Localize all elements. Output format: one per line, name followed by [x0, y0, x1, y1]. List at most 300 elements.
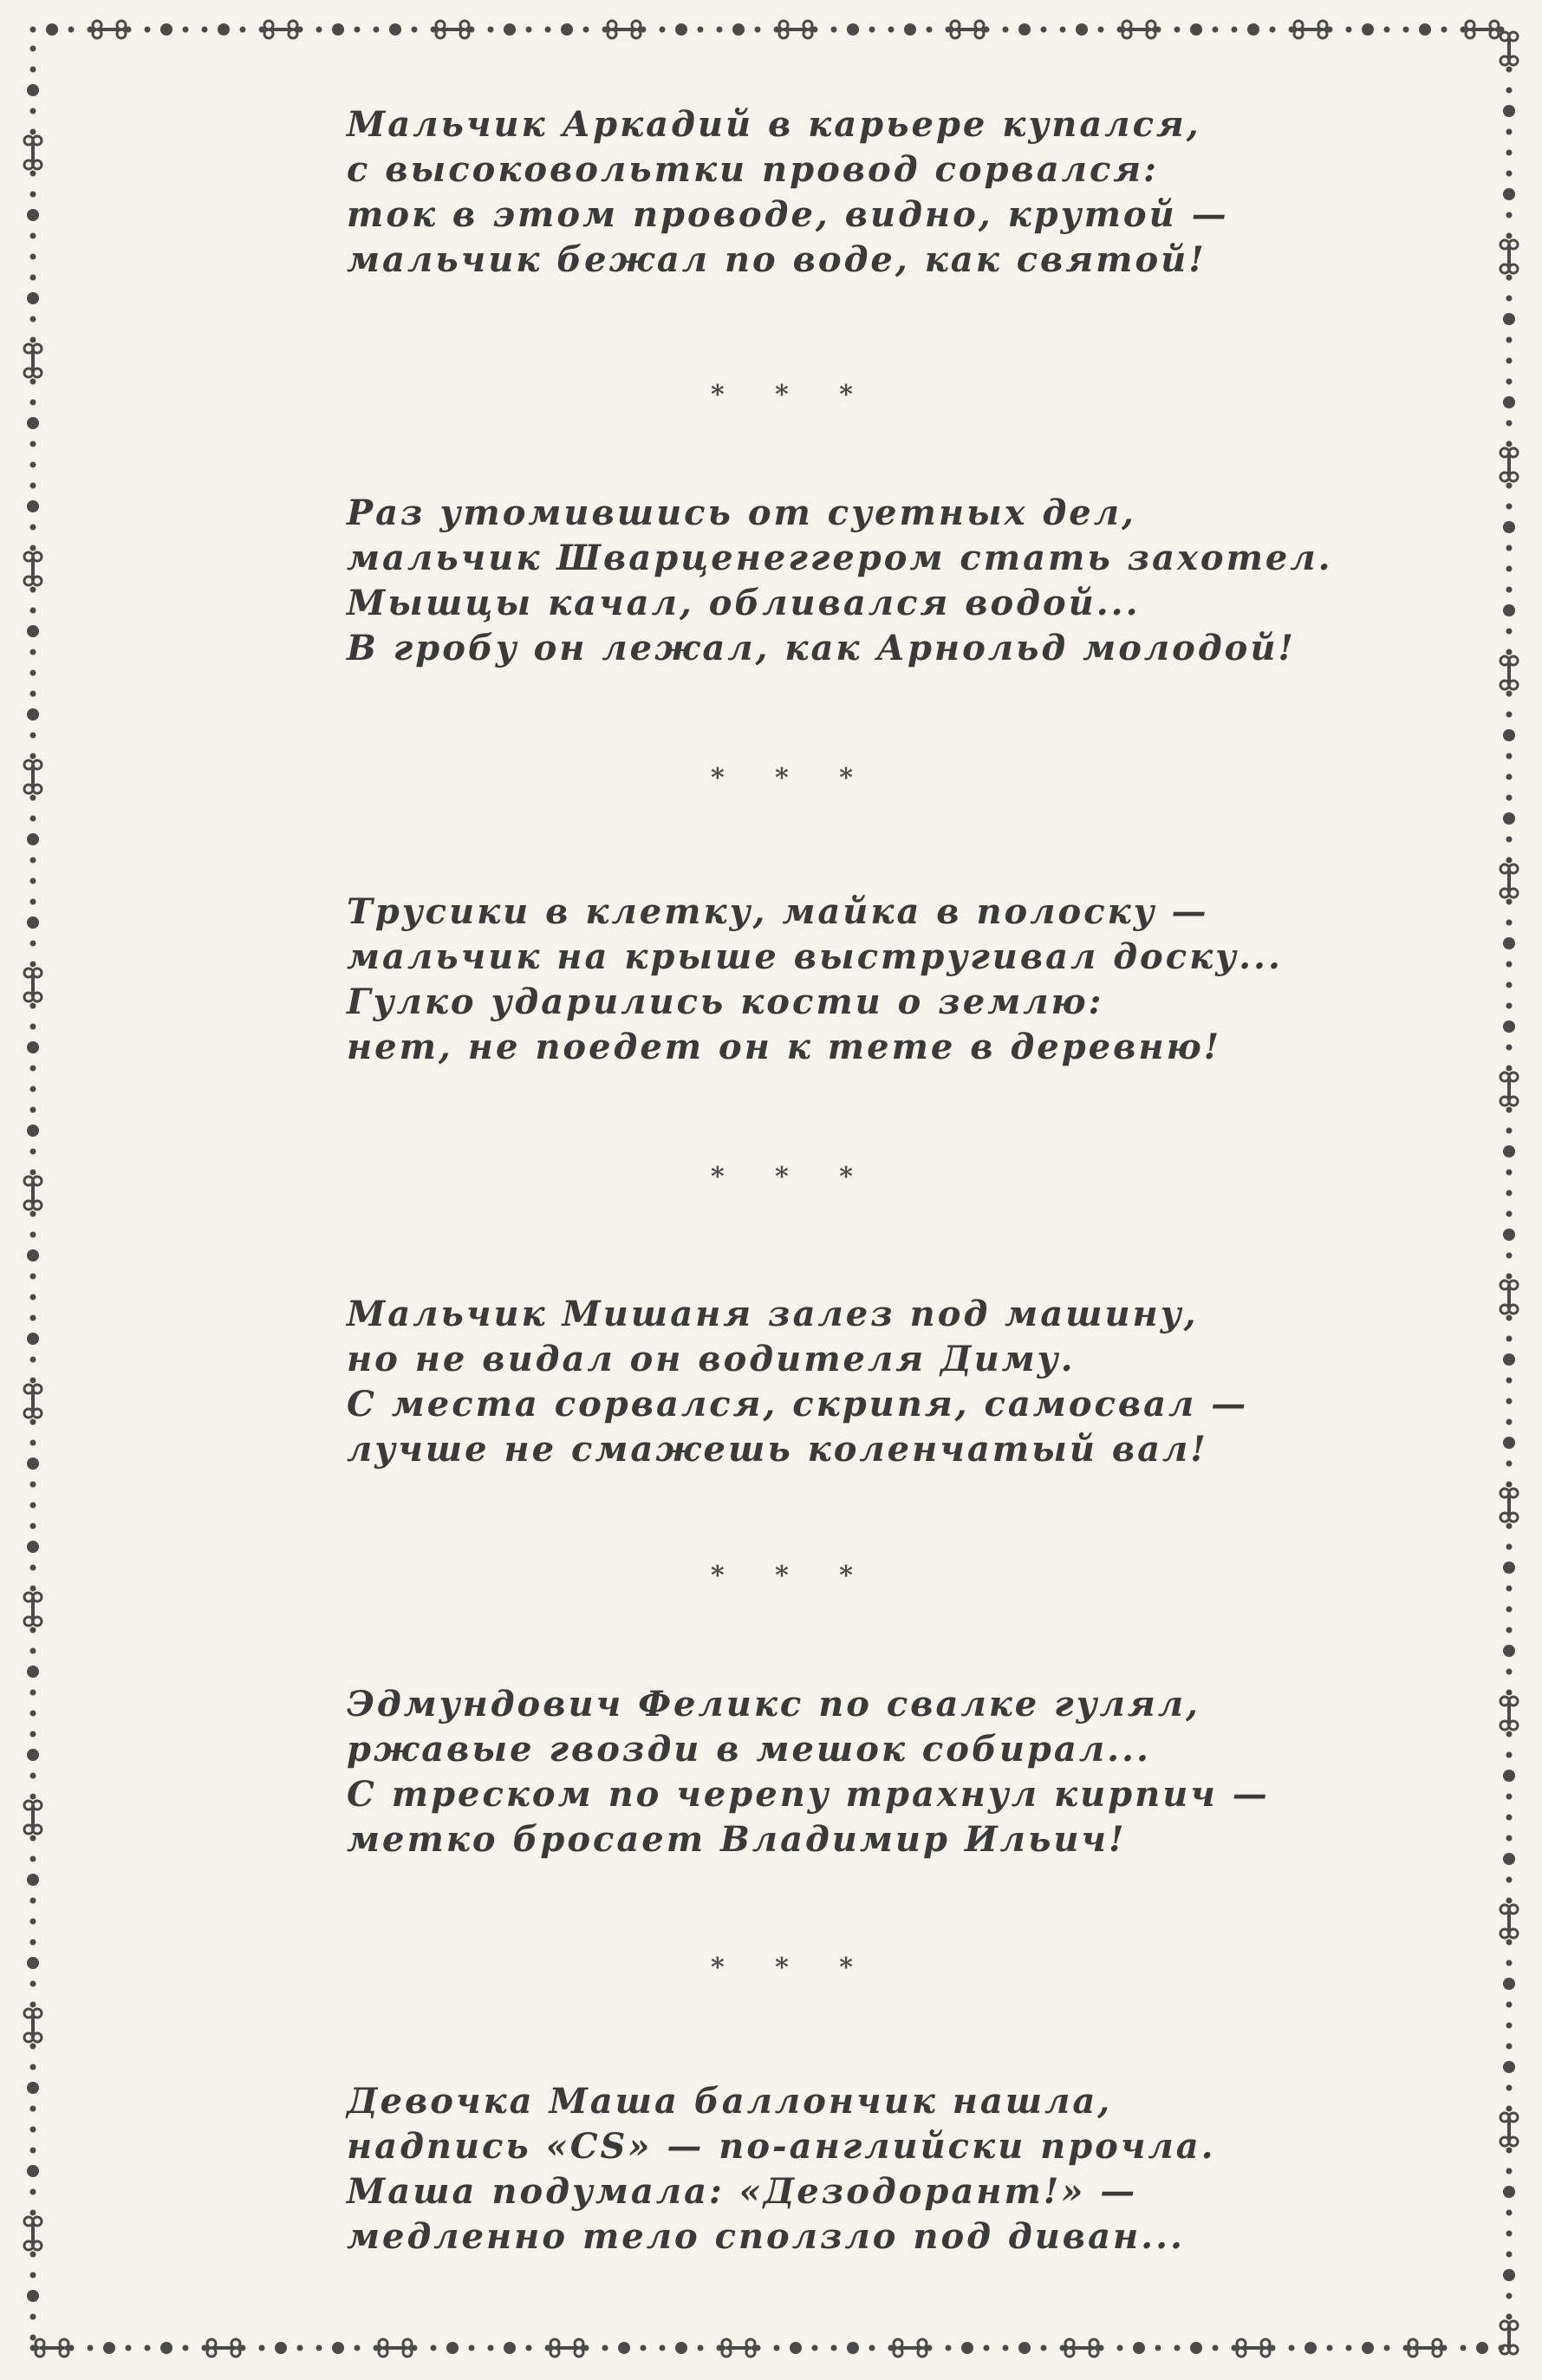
- dot-icon: [30, 733, 36, 739]
- dot-icon: [30, 1773, 36, 1779]
- dot-icon: [1506, 1190, 1513, 1197]
- dot-icon: [412, 2345, 418, 2351]
- dot-icon: [1270, 2345, 1276, 2351]
- dot-icon: [1506, 962, 1513, 968]
- stanza-line: Мальчик Мишаня залез под машину,: [347, 1294, 1199, 1334]
- dot-icon: [1041, 27, 1047, 33]
- stanza-line: мальчик бежал по воде, как святой!: [347, 239, 1207, 280]
- stanza-line: Раз утомившись от суетных дел,: [347, 492, 1136, 533]
- stanza-6: [347, 2079, 1318, 2259]
- dot-icon: [1506, 2210, 1513, 2216]
- dot-icon: [1506, 1898, 1513, 1904]
- stanza-line: мальчик на крыше выстругивал доску...: [347, 936, 1283, 977]
- dot-icon: [1506, 1003, 1513, 1009]
- dot-icon: [1506, 441, 1513, 447]
- stanza-line: С треском по черепу трахнул кирпич —: [347, 1774, 1270, 1815]
- dot-icon: [1506, 587, 1513, 593]
- dot-icon: [1506, 1877, 1513, 1883]
- bead-icon: [1503, 188, 1515, 200]
- dot-icon: [1506, 88, 1513, 94]
- bone-icon: [24, 2009, 42, 2042]
- stanza-line: лучше не смажешь коленчатый вал!: [347, 1429, 1208, 1470]
- dot-icon: [240, 2345, 246, 2351]
- stanza-separator: * * *: [711, 763, 874, 793]
- stanza-line: медленно тело сползло под диван...: [347, 2216, 1185, 2257]
- dot-icon: [488, 27, 494, 33]
- dot-icon: [1506, 67, 1513, 73]
- bead-icon: [847, 23, 859, 36]
- dot-icon: [30, 316, 36, 323]
- dot-icon: [1506, 1170, 1513, 1176]
- bead-icon: [27, 2082, 39, 2094]
- bead-icon: [27, 1749, 39, 1761]
- dot-icon: [30, 899, 36, 905]
- dot-icon: [488, 2345, 494, 2351]
- dot-icon: [1506, 337, 1513, 343]
- dot-icon: [30, 1482, 36, 1488]
- dot-icon: [1506, 691, 1513, 697]
- dot-icon: [30, 795, 36, 801]
- bone-icon: [951, 21, 984, 38]
- bone-icon: [1500, 1489, 1518, 1522]
- dot-icon: [30, 1419, 36, 1425]
- dot-icon: [30, 525, 36, 531]
- dot-icon: [1506, 1066, 1513, 1072]
- dot-icon: [755, 2345, 761, 2351]
- dot-icon: [30, 46, 36, 52]
- dot-icon: [1346, 2345, 1352, 2351]
- dot-icon: [30, 1856, 36, 1862]
- bead-icon: [1503, 729, 1515, 741]
- dot-icon: [946, 2345, 952, 2351]
- dot-icon: [30, 2189, 36, 2195]
- dot-icon: [259, 2345, 265, 2351]
- bead-icon: [618, 2342, 630, 2354]
- dot-icon: [30, 1919, 36, 1925]
- stanza-5: [347, 1682, 1318, 1862]
- dot-icon: [1506, 1419, 1513, 1425]
- dot-icon: [30, 753, 36, 760]
- dot-icon: [1506, 1752, 1513, 1758]
- stanza-line: Мышцы качал, обливался водой...: [347, 583, 1141, 623]
- dot-icon: [30, 1648, 36, 1654]
- dot-icon: [1506, 795, 1513, 801]
- dot-icon: [583, 2345, 589, 2351]
- bead-icon: [1503, 521, 1515, 533]
- dot-icon: [1506, 296, 1513, 302]
- dot-icon: [30, 275, 36, 281]
- dot-icon: [30, 1690, 36, 1696]
- dot-icon: [984, 2345, 990, 2351]
- bead-icon: [1503, 2061, 1515, 2073]
- bead-icon: [1503, 2269, 1515, 2281]
- dot-icon: [30, 1357, 36, 1363]
- bead-icon: [961, 2342, 973, 2354]
- bone-icon: [779, 21, 812, 38]
- dot-icon: [927, 27, 933, 33]
- dot-icon: [30, 1711, 36, 1717]
- bone-icon: [550, 2339, 583, 2357]
- dot-icon: [1506, 483, 1513, 489]
- bead-icon: [1503, 396, 1515, 408]
- bead-icon: [1190, 2342, 1202, 2354]
- dot-icon: [30, 483, 36, 489]
- dot-icon: [1232, 27, 1238, 33]
- dot-icon: [660, 27, 666, 33]
- bead-icon: [1503, 1853, 1515, 1865]
- dot-icon: [1506, 2231, 1513, 2237]
- bead-icon: [160, 2342, 172, 2354]
- dot-icon: [831, 27, 837, 33]
- bead-icon: [103, 2342, 115, 2354]
- stanza-separator: * * *: [711, 1953, 874, 1983]
- dot-icon: [30, 462, 36, 468]
- dot-icon: [1506, 1544, 1513, 1550]
- dot-icon: [717, 27, 723, 33]
- bead-icon: [1503, 1229, 1515, 1241]
- stanza-separator: * * *: [711, 1162, 874, 1192]
- dot-icon: [30, 608, 36, 614]
- dot-icon: [297, 27, 303, 33]
- dot-icon: [1174, 2345, 1181, 2351]
- dot-icon: [660, 2345, 666, 2351]
- dot-icon: [1506, 1731, 1513, 1738]
- dot-icon: [1327, 27, 1333, 33]
- bone-icon: [1409, 2339, 1441, 2357]
- dot-icon: [1346, 27, 1352, 33]
- bead-icon: [1503, 1145, 1515, 1157]
- dot-icon: [30, 857, 36, 864]
- dot-icon: [1506, 1794, 1513, 1800]
- dot-icon: [30, 1731, 36, 1738]
- dot-icon: [1117, 2345, 1123, 2351]
- dot-icon: [602, 2345, 608, 2351]
- dot-icon: [1506, 1211, 1513, 1217]
- bone-icon: [1500, 1905, 1518, 1938]
- bone-icon: [1294, 21, 1327, 38]
- dot-icon: [1155, 2345, 1161, 2351]
- dot-icon: [1506, 171, 1513, 177]
- dot-icon: [1506, 1690, 1513, 1696]
- bone-icon: [24, 968, 42, 1001]
- bone-icon: [722, 2339, 755, 2357]
- dot-icon: [1506, 2023, 1513, 2029]
- dot-icon: [30, 171, 36, 177]
- bead-icon: [1018, 2342, 1031, 2354]
- dot-icon: [145, 27, 151, 33]
- dot-icon: [30, 1107, 36, 1113]
- bead-icon: [675, 23, 687, 36]
- bone-icon: [1500, 240, 1518, 273]
- bead-icon: [1503, 937, 1515, 949]
- dot-icon: [412, 27, 418, 33]
- dot-icon: [1506, 712, 1513, 718]
- dot-icon: [30, 441, 36, 447]
- dot-icon: [1506, 1607, 1513, 1613]
- dot-icon: [30, 1066, 36, 1072]
- dot-icon: [1155, 27, 1161, 33]
- dot-icon: [831, 2345, 837, 2351]
- bone-icon: [1500, 2113, 1518, 2146]
- bead-icon: [27, 84, 39, 96]
- dot-icon: [30, 941, 36, 947]
- dot-icon: [469, 27, 475, 33]
- bead-icon: [504, 23, 516, 36]
- dot-icon: [1506, 379, 1513, 385]
- bead-icon: [27, 1249, 39, 1262]
- dot-icon: [374, 27, 380, 33]
- dot-icon: [1003, 27, 1009, 33]
- bone-icon: [24, 1177, 42, 1210]
- dot-icon: [812, 27, 818, 33]
- dot-icon: [30, 337, 36, 343]
- dot-icon: [1506, 2148, 1513, 2154]
- bone-icon: [436, 21, 469, 38]
- dot-icon: [355, 27, 361, 33]
- dot-icon: [30, 2335, 36, 2341]
- dot-icon: [30, 816, 36, 822]
- bone-icon: [24, 2217, 42, 2250]
- dot-icon: [1506, 1523, 1513, 1529]
- bead-icon: [847, 2342, 859, 2354]
- bone-icon: [24, 136, 42, 169]
- dot-icon: [1461, 2345, 1467, 2351]
- dot-icon: [30, 233, 36, 239]
- dot-icon: [1506, 1836, 1513, 1842]
- stanza-line: но не видал он водителя Диму.: [347, 1339, 1076, 1379]
- dot-icon: [1506, 2044, 1513, 2050]
- dot-icon: [30, 649, 36, 655]
- dot-icon: [1098, 2345, 1104, 2351]
- stanza-line: метко бросает Владимир Ильич!: [347, 1819, 1127, 1860]
- bone-icon: [24, 1801, 42, 1834]
- dot-icon: [888, 27, 895, 33]
- stanza-3: [347, 890, 1318, 1070]
- stanza-line: мальчик Шварценеггером стать захотел.: [347, 538, 1333, 578]
- dot-icon: [1270, 27, 1276, 33]
- bead-icon: [46, 23, 58, 36]
- bone-icon: [264, 21, 297, 38]
- dot-icon: [1506, 1107, 1513, 1113]
- dot-icon: [297, 2345, 303, 2351]
- stanza-line: Гулко ударились кости о землю:: [347, 981, 1104, 1022]
- bead-icon: [1076, 23, 1088, 36]
- bead-icon: [27, 209, 39, 221]
- bone-icon: [1500, 1281, 1518, 1314]
- dot-icon: [30, 1836, 36, 1842]
- dot-icon: [30, 1794, 36, 1800]
- dot-icon: [240, 27, 246, 33]
- dot-icon: [1003, 2345, 1009, 2351]
- dot-icon: [1098, 27, 1104, 33]
- bead-icon: [1133, 2342, 1145, 2354]
- dot-icon: [1506, 504, 1513, 510]
- dot-icon: [1506, 1378, 1513, 1384]
- dot-icon: [1441, 2345, 1448, 2351]
- dot-icon: [1506, 545, 1513, 551]
- stanza-line: Трусики в клетку, майка в полоску —: [347, 891, 1209, 932]
- dot-icon: [1506, 1627, 1513, 1633]
- stanza-line: В гробу он лежал, как Арнольд молодой!: [347, 628, 1296, 668]
- dot-icon: [30, 1232, 36, 1238]
- bead-icon: [1503, 1562, 1515, 1574]
- dot-icon: [1506, 275, 1513, 281]
- dot-icon: [1506, 2106, 1513, 2112]
- dot-icon: [1327, 2345, 1333, 2351]
- dot-icon: [316, 27, 322, 33]
- bead-icon: [27, 1666, 39, 1678]
- dot-icon: [30, 27, 36, 33]
- dot-icon: [1041, 2345, 1047, 2351]
- dot-icon: [30, 2002, 36, 2008]
- dot-icon: [526, 2345, 532, 2351]
- bead-icon: [1305, 2342, 1317, 2354]
- dot-icon: [1506, 774, 1513, 780]
- dot-icon: [545, 27, 551, 33]
- dot-icon: [355, 2345, 361, 2351]
- dot-icon: [1506, 1399, 1513, 1405]
- bead-icon: [160, 23, 172, 36]
- dot-icon: [30, 2272, 36, 2279]
- dot-icon: [1506, 1045, 1513, 1051]
- dot-icon: [1506, 1274, 1513, 1280]
- stanza-line: Девочка Маша баллончик нашла,: [347, 2081, 1113, 2122]
- dot-icon: [30, 2127, 36, 2133]
- dot-icon: [30, 962, 36, 968]
- bone-icon: [1065, 2339, 1098, 2357]
- dot-icon: [1213, 27, 1219, 33]
- stanza-separator: * * *: [711, 380, 874, 410]
- bead-icon: [27, 292, 39, 304]
- bead-icon: [1503, 604, 1515, 616]
- stanza-line: ток в этом проводе, видно, крутой —: [347, 194, 1229, 235]
- bead-icon: [1362, 2342, 1374, 2354]
- bead-icon: [1419, 23, 1431, 36]
- dot-icon: [1506, 1315, 1513, 1321]
- dot-icon: [30, 2210, 36, 2216]
- bead-icon: [904, 23, 916, 36]
- stanza-line: ржавые гвозди в мешок собирал...: [347, 1729, 1151, 1770]
- dot-icon: [30, 1981, 36, 1987]
- dot-icon: [30, 545, 36, 551]
- bead-icon: [1503, 2186, 1515, 2198]
- stanza-separator: * * *: [711, 1561, 874, 1591]
- dot-icon: [698, 2345, 704, 2351]
- bead-icon: [1503, 1770, 1515, 1782]
- dot-icon: [1506, 2002, 1513, 2008]
- bead-icon: [27, 1041, 39, 1053]
- dot-icon: [30, 1898, 36, 1904]
- dot-icon: [88, 2345, 94, 2351]
- bead-icon: [1503, 1020, 1515, 1033]
- dot-icon: [1506, 566, 1513, 572]
- dot-icon: [30, 2106, 36, 2112]
- dot-icon: [202, 27, 208, 33]
- dot-icon: [30, 1211, 36, 1217]
- dot-icon: [30, 691, 36, 697]
- dot-icon: [1506, 1669, 1513, 1675]
- bone-icon: [1500, 1697, 1518, 1730]
- bone-icon: [1122, 21, 1155, 38]
- dot-icon: [1506, 1586, 1513, 1592]
- dot-icon: [869, 27, 875, 33]
- bead-icon: [389, 23, 401, 36]
- bone-icon: [207, 2339, 240, 2357]
- dot-icon: [1506, 2293, 1513, 2299]
- bead-icon: [27, 625, 39, 637]
- dot-icon: [30, 400, 36, 406]
- bead-icon: [332, 2342, 344, 2354]
- bead-icon: [27, 708, 39, 721]
- stanza-line: надпись «CS» — по-английски прочла.: [347, 2126, 1216, 2167]
- bone-icon: [24, 344, 42, 377]
- bead-icon: [732, 23, 745, 36]
- bead-icon: [27, 1125, 39, 1137]
- bead-icon: [1503, 1978, 1515, 1990]
- bead-icon: [1503, 313, 1515, 325]
- bone-icon: [24, 1385, 42, 1418]
- bead-icon: [27, 1541, 39, 1553]
- dot-icon: [1506, 899, 1513, 905]
- dot-icon: [145, 2345, 151, 2351]
- dot-icon: [1506, 1128, 1513, 1134]
- stanza-line: Мальчик Аркадий в карьере купался,: [347, 104, 1201, 145]
- dot-icon: [30, 1586, 36, 1592]
- bead-icon: [1503, 1353, 1515, 1366]
- bead-icon: [332, 23, 344, 36]
- dot-icon: [1506, 857, 1513, 864]
- bead-icon: [27, 2165, 39, 2177]
- bead-icon: [561, 23, 573, 36]
- dot-icon: [1506, 2085, 1513, 2091]
- bone-icon: [1500, 32, 1518, 65]
- bead-icon: [27, 500, 39, 512]
- bead-icon: [1190, 23, 1202, 36]
- dot-icon: [30, 67, 36, 73]
- dot-icon: [30, 1523, 36, 1529]
- dot-icon: [755, 27, 761, 33]
- dot-icon: [30, 2044, 36, 2050]
- dot-icon: [583, 27, 589, 33]
- bone-icon: [24, 760, 42, 793]
- dot-icon: [126, 27, 132, 33]
- dot-icon: [30, 1940, 36, 1946]
- stanza-line: Маша подумала: «Дезодорант!» —: [347, 2171, 1138, 2212]
- dot-icon: [469, 2345, 475, 2351]
- dot-icon: [1506, 920, 1513, 926]
- bead-icon: [1476, 2342, 1488, 2354]
- stanza-line: С места сорвался, скрипя, самосвал —: [347, 1384, 1249, 1425]
- stanza-line: с высоковольтки провод сорвался:: [347, 149, 1159, 190]
- dot-icon: [30, 1378, 36, 1384]
- dot-icon: [1506, 2252, 1513, 2258]
- dot-icon: [30, 2314, 36, 2320]
- dot-icon: [1384, 27, 1390, 33]
- dot-icon: [1506, 1461, 1513, 1467]
- dot-icon: [30, 1024, 36, 1030]
- dot-icon: [30, 1294, 36, 1301]
- dot-icon: [1506, 1253, 1513, 1259]
- dot-icon: [30, 587, 36, 593]
- bead-icon: [790, 2342, 802, 2354]
- bead-icon: [504, 2342, 516, 2354]
- dot-icon: [30, 2148, 36, 2154]
- dot-icon: [30, 254, 36, 260]
- dot-icon: [1506, 233, 1513, 239]
- bead-icon: [1503, 1645, 1515, 1657]
- bead-icon: [1503, 812, 1515, 825]
- dot-icon: [316, 2345, 322, 2351]
